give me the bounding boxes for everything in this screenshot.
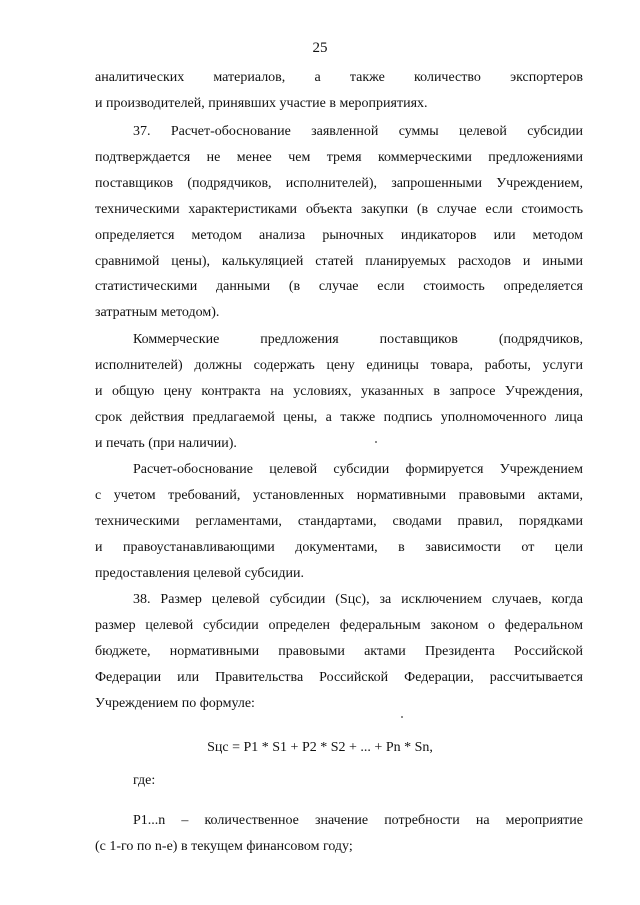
text-line: P1...n – количественное значение потребности на мероприятие <box>133 813 583 828</box>
text-line: и правоустанавливающими документами, в зависимости от цели <box>95 539 583 555</box>
text-line: статистическими данными (в случае если стоимость определяется <box>95 279 583 295</box>
text-line: поставщиков (подрядчиков, исполнителей), запрошенными Учреждением, <box>95 175 583 191</box>
text-line: 38. Размер целевой субсидии (Sцс), за исключением случаев, когда <box>133 592 583 607</box>
text-line: предоставления целевой субсидии. <box>95 565 304 581</box>
scan-speck <box>401 716 403 718</box>
paragraph-37 <box>95 119 583 326</box>
text-line: техническими характеристиками объекта закупки (в случае если стоимость <box>95 201 583 217</box>
paragraph-commercial-offers <box>95 327 583 457</box>
text-line: размер целевой субсидии определен федеральным законом о федеральном <box>95 617 583 633</box>
text-line: и общую цену контракта на условиях, указанных в запросе Учреждения, <box>95 383 583 399</box>
paragraph-continuation <box>95 65 583 117</box>
text-line: (с 1-го по n-е) в текущем финансовом году; <box>95 838 353 854</box>
text-line: бюджете, нормативными правовыми актами Президента Российской <box>95 643 583 659</box>
text-line: 37. Расчет-обоснование заявленной суммы целевой субсидии <box>133 124 583 139</box>
text-line: техническими регламентами, стандартами, сводами правил, порядками <box>95 513 583 529</box>
text-line: Федерации или Правительства Российской Федерации, рассчитывается <box>95 669 583 685</box>
text-line: аналитических материалов, а также количество экспортеров <box>95 70 583 85</box>
paragraph-38 <box>95 587 583 717</box>
text-line: Учреждением по формуле: <box>95 695 255 711</box>
scan-speck <box>375 441 377 443</box>
paragraph-calculation-basis <box>95 457 583 587</box>
text-line: Расчет-обоснование целевой субсидии формируется Учреждением <box>133 462 583 477</box>
text-line: Коммерческие предложения поставщиков (подрядчиков, <box>133 332 583 347</box>
text-line: срок действия предлагаемой цены, а также подпись уполномоченного лица <box>95 409 583 425</box>
paragraph-definitions <box>95 808 583 860</box>
text-line: и печать (при наличии). <box>95 435 237 451</box>
text-line: определяется методом анализа рыночных индикаторов или методом <box>95 227 583 243</box>
text-line: исполнителей) должны содержать цену единицы товара, работы, услуги <box>95 357 583 373</box>
text-line: с учетом требований, установленных нормативными правовыми актами, <box>95 487 583 503</box>
text-line: затратным методом). <box>95 305 220 321</box>
text-line: сравнимой цены), калькуляцией статей планируемых расходов и иными <box>95 253 583 269</box>
text-line: и производителей, принявших участие в мероприятиях. <box>95 95 428 111</box>
where-label: где: <box>133 773 156 788</box>
text-line: подтверждается не менее чем тремя коммерческими предложениями <box>95 149 583 165</box>
subsidy-formula: Sцс = P1 * S1 + P2 * S2 + ... + Pn * Sn, <box>207 740 433 755</box>
page-number: 25 <box>312 40 328 56</box>
